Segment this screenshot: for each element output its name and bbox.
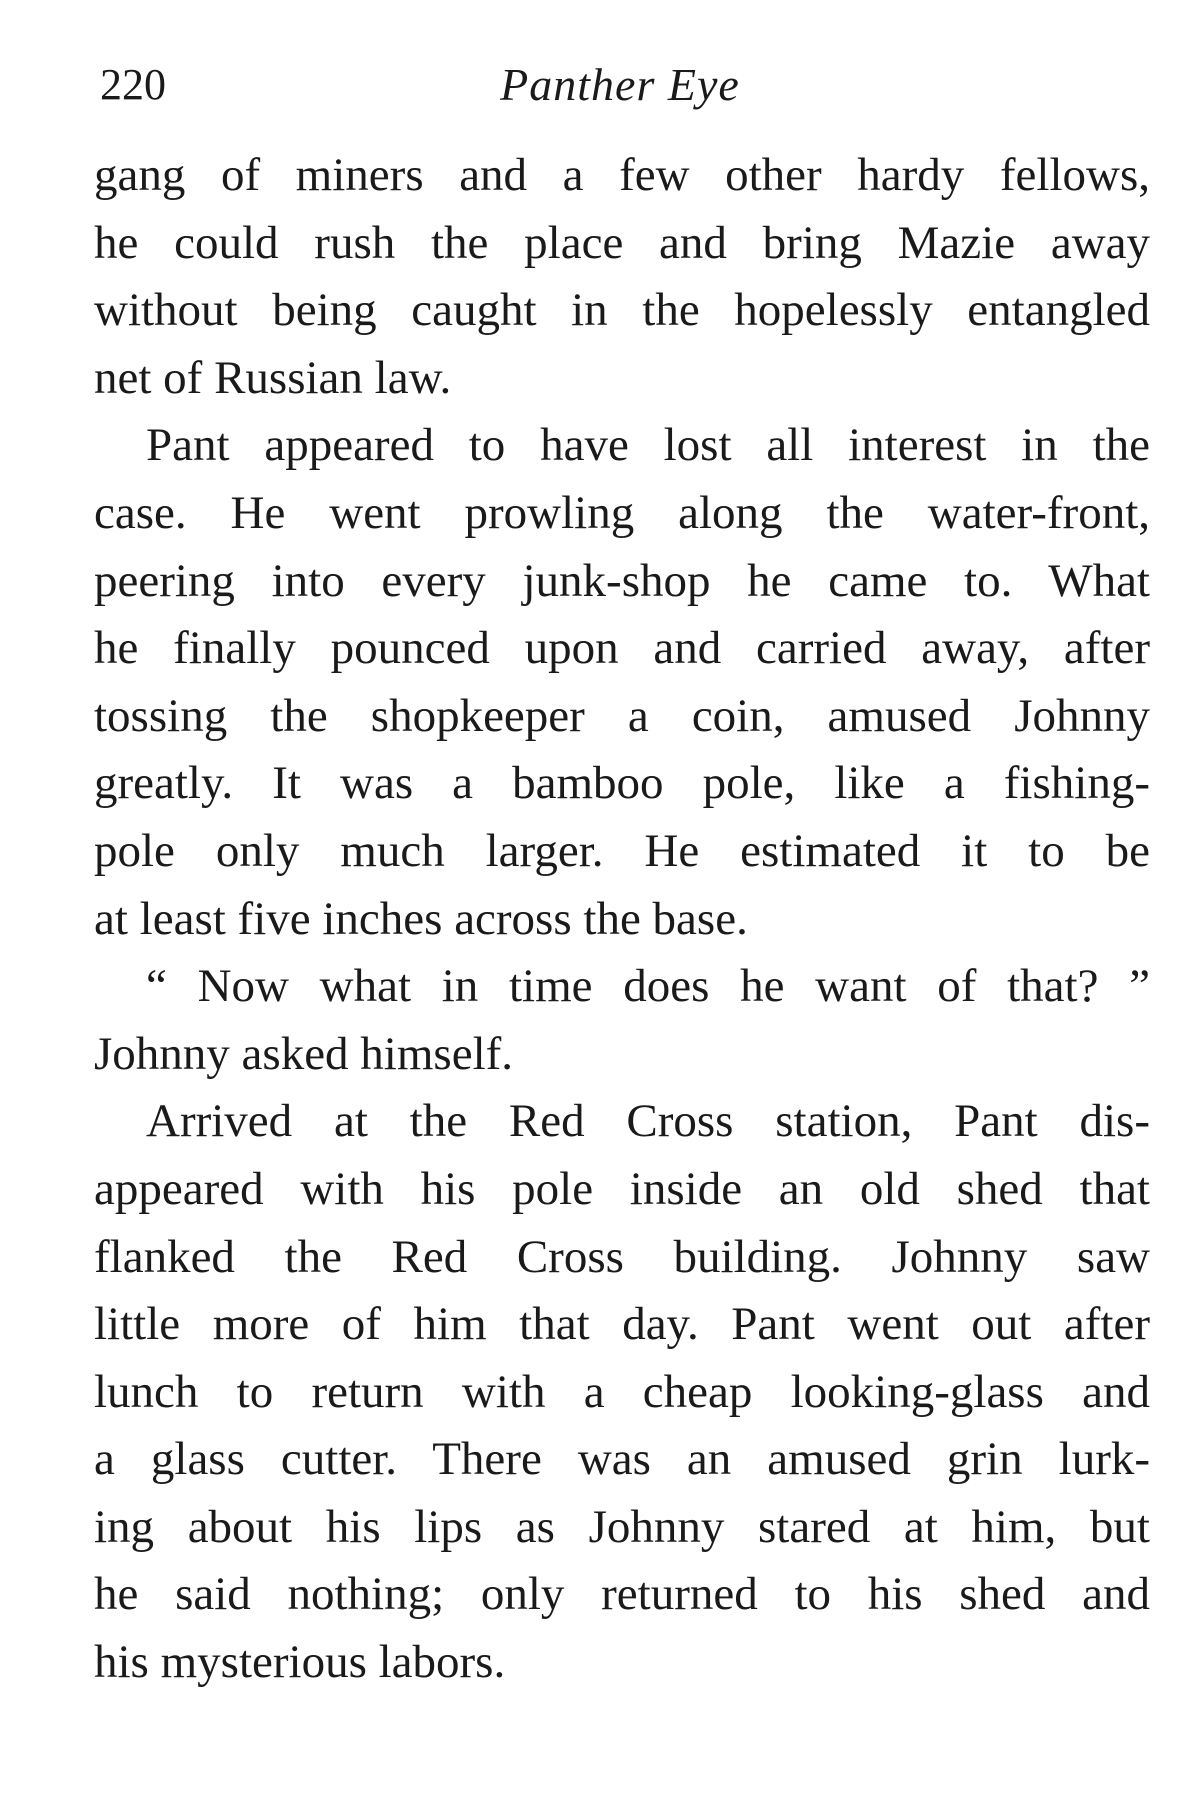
text-line: greatly. It was a bamboo pole, like a fishing- bbox=[94, 757, 1150, 810]
text-line: without being caught in the hopelessly entangled bbox=[94, 284, 1150, 337]
text-line: ing about his lips as Johnny stared at him, but bbox=[94, 1500, 1150, 1553]
text-line: he finally pounced upon and carried away, after bbox=[94, 622, 1150, 675]
text-line: a glass cutter. There was an amused grin lurk- bbox=[94, 1433, 1150, 1486]
text-line: “ Now what in time does he want of that? ” bbox=[146, 960, 1150, 1013]
running-title: Panther Eye bbox=[500, 59, 740, 110]
text-line: Johnny asked himself. bbox=[94, 1027, 514, 1080]
text-line: little more of him that day. Pant went out after bbox=[94, 1298, 1150, 1351]
text-line: his mysterious labors. bbox=[94, 1636, 506, 1689]
text-line: gang of miners and a few other hardy fellows, bbox=[94, 149, 1150, 201]
text-line: appeared with his pole inside an old shed that bbox=[94, 1162, 1150, 1215]
text-line: lunch to return with a cheap looking-glass and bbox=[94, 1365, 1150, 1418]
text-line: he said nothing; only returned to his shed and bbox=[94, 1568, 1150, 1621]
page-header bbox=[100, 50, 1140, 120]
paragraph bbox=[94, 1088, 1150, 1696]
text-line: pole only much larger. He estimated it to be bbox=[94, 824, 1150, 877]
text-line: Pant appeared to have lost all interest in the bbox=[146, 419, 1150, 472]
text-line: case. He went prowling along the water-front, bbox=[94, 486, 1150, 539]
text-line: net of Russian law. bbox=[94, 351, 452, 404]
text-line: peering into every junk-shop he came to. What bbox=[94, 554, 1150, 607]
text-line: tossing the shopkeeper a coin, amused Johnny bbox=[94, 689, 1150, 742]
paragraph bbox=[94, 953, 1150, 1088]
paragraph bbox=[94, 412, 1150, 953]
body-text bbox=[94, 142, 1150, 1697]
text-line: he could rush the place and bring Mazie away bbox=[94, 216, 1150, 269]
page-number: 220 bbox=[100, 60, 166, 109]
text-line: Arrived at the Red Cross station, Pant dis- bbox=[146, 1095, 1150, 1148]
text-line: flanked the Red Cross building. Johnny saw bbox=[94, 1230, 1150, 1283]
text-line: at least five inches across the base. bbox=[94, 892, 748, 945]
paragraph bbox=[94, 142, 1150, 412]
